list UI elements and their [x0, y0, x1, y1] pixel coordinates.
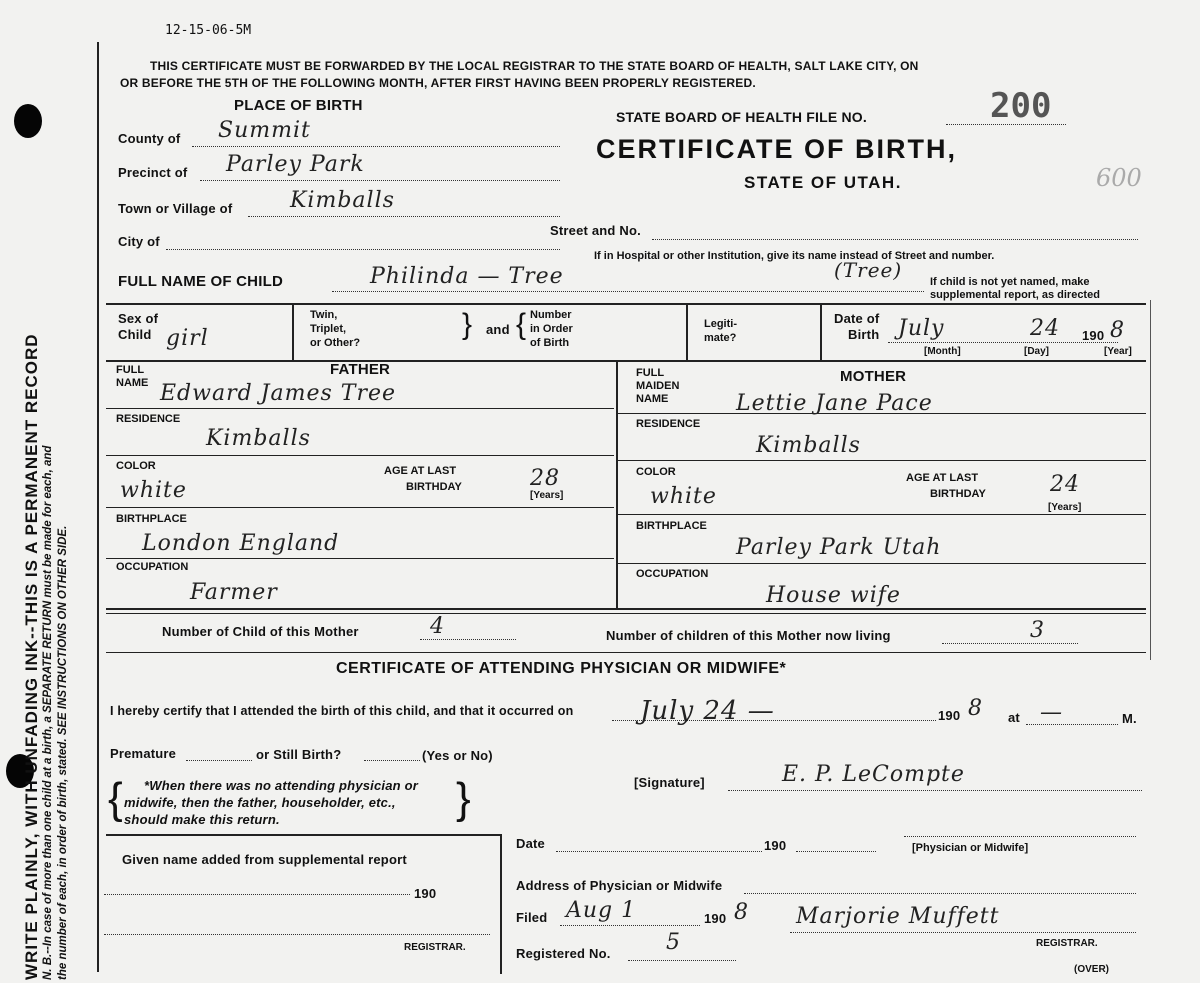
sex-label-line2: Child — [118, 327, 152, 342]
father-birthplace-value: London England — [142, 531, 340, 556]
twin-label-line3: or Other? — [310, 337, 361, 349]
footnote-brace-right-icon: } — [456, 774, 471, 823]
footnote-line2: midwife, then the father, householder, etc., — [124, 795, 396, 810]
date-year-line — [796, 851, 876, 852]
precinct-label: Precinct of — [118, 165, 188, 180]
physician-caption: [Physician or Midwife] — [912, 842, 1029, 854]
city-line — [166, 249, 560, 250]
number-label-line3: of Birth — [530, 337, 570, 349]
mother-heading: MOTHER — [840, 368, 907, 385]
mother-name-value: Lettie Jane Pace — [736, 391, 933, 416]
mother-residence-label: RESIDENCE — [636, 418, 701, 430]
premature-line — [186, 760, 252, 761]
mother-occupation-label: OCCUPATION — [636, 568, 709, 580]
supplemental-line-2 — [104, 934, 490, 935]
dob-month-value: July — [898, 316, 945, 341]
mother-residence-value: Kimballs — [756, 433, 861, 458]
lower-section-top-line — [106, 834, 500, 836]
notice-line1: THIS CERTIFICATE MUST BE FORWARDED BY THE LOCAL REGISTRAR TO THE STATE BOARD OF HEALTH, SALT LAKE CITY, ON — [150, 59, 919, 73]
file-number-line — [946, 124, 1066, 125]
signature-label: [Signature] — [634, 775, 705, 790]
mother-birthplace-value: Parley Park Utah — [736, 535, 942, 560]
parents-bottom-line-2 — [106, 613, 1146, 614]
precinct-line — [200, 180, 560, 181]
occurred-year-suffix: 8 — [968, 696, 983, 721]
state-subtitle: STATE OF UTAH. — [744, 173, 902, 192]
registered-value: 5 — [666, 930, 681, 955]
physician-heading: CERTIFICATE OF ATTENDING PHYSICIAN OR MIDWIFE* — [336, 660, 787, 677]
parents-divider-line — [616, 361, 618, 609]
father-residence-value: Kimballs — [206, 426, 311, 451]
and-label: and — [486, 322, 510, 337]
father-color-label: COLOR — [116, 460, 156, 472]
street-line — [652, 239, 1138, 240]
father-residence-line — [106, 455, 614, 456]
twin-brace-icon: } — [462, 308, 473, 341]
mother-color-line — [618, 514, 1146, 515]
children-count-label: Number of Child of this Mother — [162, 624, 359, 639]
town-line — [248, 216, 560, 217]
hospital-note: If in Hospital or other Institution, give its name instead of Street and number. — [594, 250, 995, 262]
supplemental-line-1 — [104, 894, 410, 895]
father-occupation-label: OCCUPATION — [116, 561, 189, 573]
signature-value: E. P. LeCompte — [782, 762, 965, 787]
dob-day-value: 24 — [1030, 316, 1060, 341]
father-occupation-value: Farmer — [190, 580, 278, 605]
not-named-note-line1: If child is not yet named, make — [930, 276, 1090, 288]
registered-label: Registered No. — [516, 946, 611, 961]
address-label: Address of Physician or Midwife — [516, 878, 723, 893]
mother-age-value: 24 — [1050, 472, 1080, 497]
father-birthplace-label: BIRTHPLACE — [116, 513, 187, 525]
number-label-line1: Number — [530, 309, 572, 321]
dob-month-caption: [Month] — [924, 346, 961, 357]
dob-label-line1: Date of — [834, 311, 880, 326]
side-permanent-record-text: WRITE PLAINLY, WITH UNFADING INK--THIS IS A PERMANENT RECORD — [22, 333, 41, 980]
occurred-value: July 24 — — [640, 696, 775, 726]
date-year: 190 — [764, 838, 787, 853]
mother-residence-line — [618, 460, 1146, 461]
footnote-line1: *When there was no attending physician or — [144, 778, 419, 793]
filed-value: Aug 1 — [566, 898, 637, 923]
registered-line — [628, 960, 736, 961]
supplemental-year: 190 — [414, 886, 437, 901]
father-name-line — [106, 408, 614, 409]
dob-year-suffix: 8 — [1110, 318, 1125, 343]
living-count-label: Number of children of this Mother now living — [606, 628, 891, 643]
filed-year-suffix: 8 — [734, 900, 749, 925]
father-age-label-line1: AGE AT LAST — [384, 465, 457, 477]
right-border-line — [1150, 300, 1151, 660]
counts-bottom-line — [106, 652, 1146, 653]
at-label: at — [1008, 710, 1020, 725]
left-border-line — [97, 42, 99, 972]
children-count-line — [420, 639, 516, 640]
number-label-line2: in Order — [530, 323, 573, 335]
signature-line — [728, 790, 1142, 791]
at-line — [1026, 724, 1118, 725]
filed-year-prefix: 190 — [704, 911, 727, 926]
precinct-value: Parley Park — [226, 152, 365, 177]
twin-label-line1: Twin, — [310, 309, 338, 321]
dob-year-caption: [Year] — [1104, 346, 1132, 357]
place-of-birth-heading: PLACE OF BIRTH — [234, 97, 363, 114]
father-heading: FATHER — [330, 361, 391, 378]
father-years-caption: [Years] — [530, 490, 564, 501]
mother-age-label-line2: BIRTHDAY — [930, 488, 986, 500]
at-value: — — [1040, 700, 1063, 725]
m-label: M. — [1122, 711, 1137, 726]
living-count-value: 3 — [1030, 618, 1045, 643]
father-color-value: white — [120, 478, 187, 503]
legitimate-label-line2: mate? — [704, 332, 737, 344]
mother-maiden-label: MAIDEN — [636, 380, 680, 392]
margin-number: 600 — [1096, 164, 1142, 192]
certify-text: I hereby certify that I attended the birth of this child, and that it occurred on — [110, 704, 574, 718]
town-label: Town or Village of — [118, 201, 233, 216]
county-value: Summit — [218, 118, 311, 143]
father-age-value: 28 — [530, 466, 560, 491]
child-row-top-line — [106, 303, 1146, 305]
physician-sign-line — [904, 836, 1136, 837]
mother-name-label: NAME — [636, 393, 669, 405]
child-name-correction: (Tree) — [834, 258, 903, 282]
still-birth-label: or Still Birth? — [256, 747, 342, 762]
over-label: (OVER) — [1074, 964, 1109, 975]
parents-bottom-line — [106, 608, 1146, 610]
twin-label-line2: Triplet, — [310, 323, 347, 335]
address-line — [744, 893, 1136, 894]
child-name-label: FULL NAME OF CHILD — [118, 273, 283, 290]
father-residence-label: RESIDENCE — [116, 413, 181, 425]
mother-age-label-line1: AGE AT LAST — [906, 472, 979, 484]
occurred-year-prefix: 190 — [938, 708, 961, 723]
registrar-label: REGISTRAR. — [1036, 938, 1098, 949]
lower-section-divider — [500, 834, 502, 974]
father-full-label: FULL — [116, 364, 145, 376]
filed-label: Filed — [516, 910, 548, 925]
registrar-signature: Marjorie Muffett — [796, 904, 1000, 929]
not-named-note-line2: supplemental report, as directed — [930, 289, 1100, 301]
side-note-line2: the number of each, in order of birth, stated. SEE INSTRUCTIONS ON OTHER SIDE. — [57, 525, 69, 980]
mother-color-label: COLOR — [636, 466, 676, 478]
father-name-value: Edward James Tree — [160, 381, 397, 406]
living-count-line — [942, 643, 1078, 644]
file-number-label: STATE BOARD OF HEALTH FILE NO. — [616, 109, 867, 125]
footnote-line3: should make this return. — [124, 812, 280, 827]
child-row-divider-3 — [820, 304, 822, 360]
notice-line2: OR BEFORE THE 5TH OF THE FOLLOWING MONTH, AFTER FIRST HAVING BEEN PROPERLY REGISTERED. — [120, 76, 756, 90]
father-age-label-line2: BIRTHDAY — [406, 481, 462, 493]
mother-color-value: white — [650, 484, 717, 509]
punch-hole-top — [14, 104, 42, 138]
still-birth-line — [364, 760, 420, 761]
street-label: Street and No. — [550, 223, 641, 238]
mother-full-label: FULL — [636, 367, 665, 379]
file-number-value: 200 — [990, 86, 1052, 126]
city-label: City of — [118, 234, 160, 249]
child-name-line — [332, 291, 924, 292]
supplemental-registrar-label: REGISTRAR. — [404, 942, 466, 953]
form-code: 12-15-06-5M — [165, 23, 252, 38]
sex-label-line1: Sex of — [118, 311, 159, 326]
legitimate-label-line1: Legiti- — [704, 318, 737, 330]
child-row-divider-1 — [292, 304, 294, 360]
number-brace-icon: { — [516, 308, 527, 341]
dob-day-caption: [Day] — [1024, 346, 1050, 357]
certificate-title: CERTIFICATE OF BIRTH, — [596, 134, 957, 164]
date-label: Date — [516, 836, 545, 851]
mother-name-line — [618, 413, 1146, 414]
mother-birthplace-label: BIRTHPLACE — [636, 520, 707, 532]
child-row-divider-2 — [686, 304, 688, 360]
sex-value: girl — [166, 326, 209, 351]
filed-line — [560, 925, 700, 926]
supplemental-heading: Given name added from supplemental report — [122, 852, 407, 867]
mother-occupation-value: House wife — [766, 583, 901, 608]
county-label: County of — [118, 131, 181, 146]
child-row-bottom-line — [106, 360, 1146, 362]
child-name-value: Philinda — Tree — [370, 264, 564, 289]
premature-label: Premature — [110, 746, 177, 761]
dob-year-prefix: 190 — [1082, 328, 1105, 343]
father-color-line — [106, 507, 614, 508]
county-line — [192, 146, 560, 147]
footnote-brace-left-icon: { — [108, 774, 123, 823]
date-line — [556, 851, 762, 852]
registrar-signature-line — [790, 932, 1136, 933]
mother-years-caption: [Years] — [1048, 502, 1082, 513]
dob-label-line2: Birth — [848, 327, 880, 342]
children-count-value: 4 — [430, 614, 445, 639]
father-birthplace-line — [106, 558, 614, 559]
mother-birthplace-line — [618, 563, 1146, 564]
town-value: Kimballs — [290, 188, 395, 213]
father-name-label: NAME — [116, 377, 149, 389]
yes-no-label: (Yes or No) — [422, 748, 493, 763]
side-note-line1: N. B.--In case of more than one child at a birth, a SEPARATE RETURN must be made for each, and — [42, 445, 54, 980]
